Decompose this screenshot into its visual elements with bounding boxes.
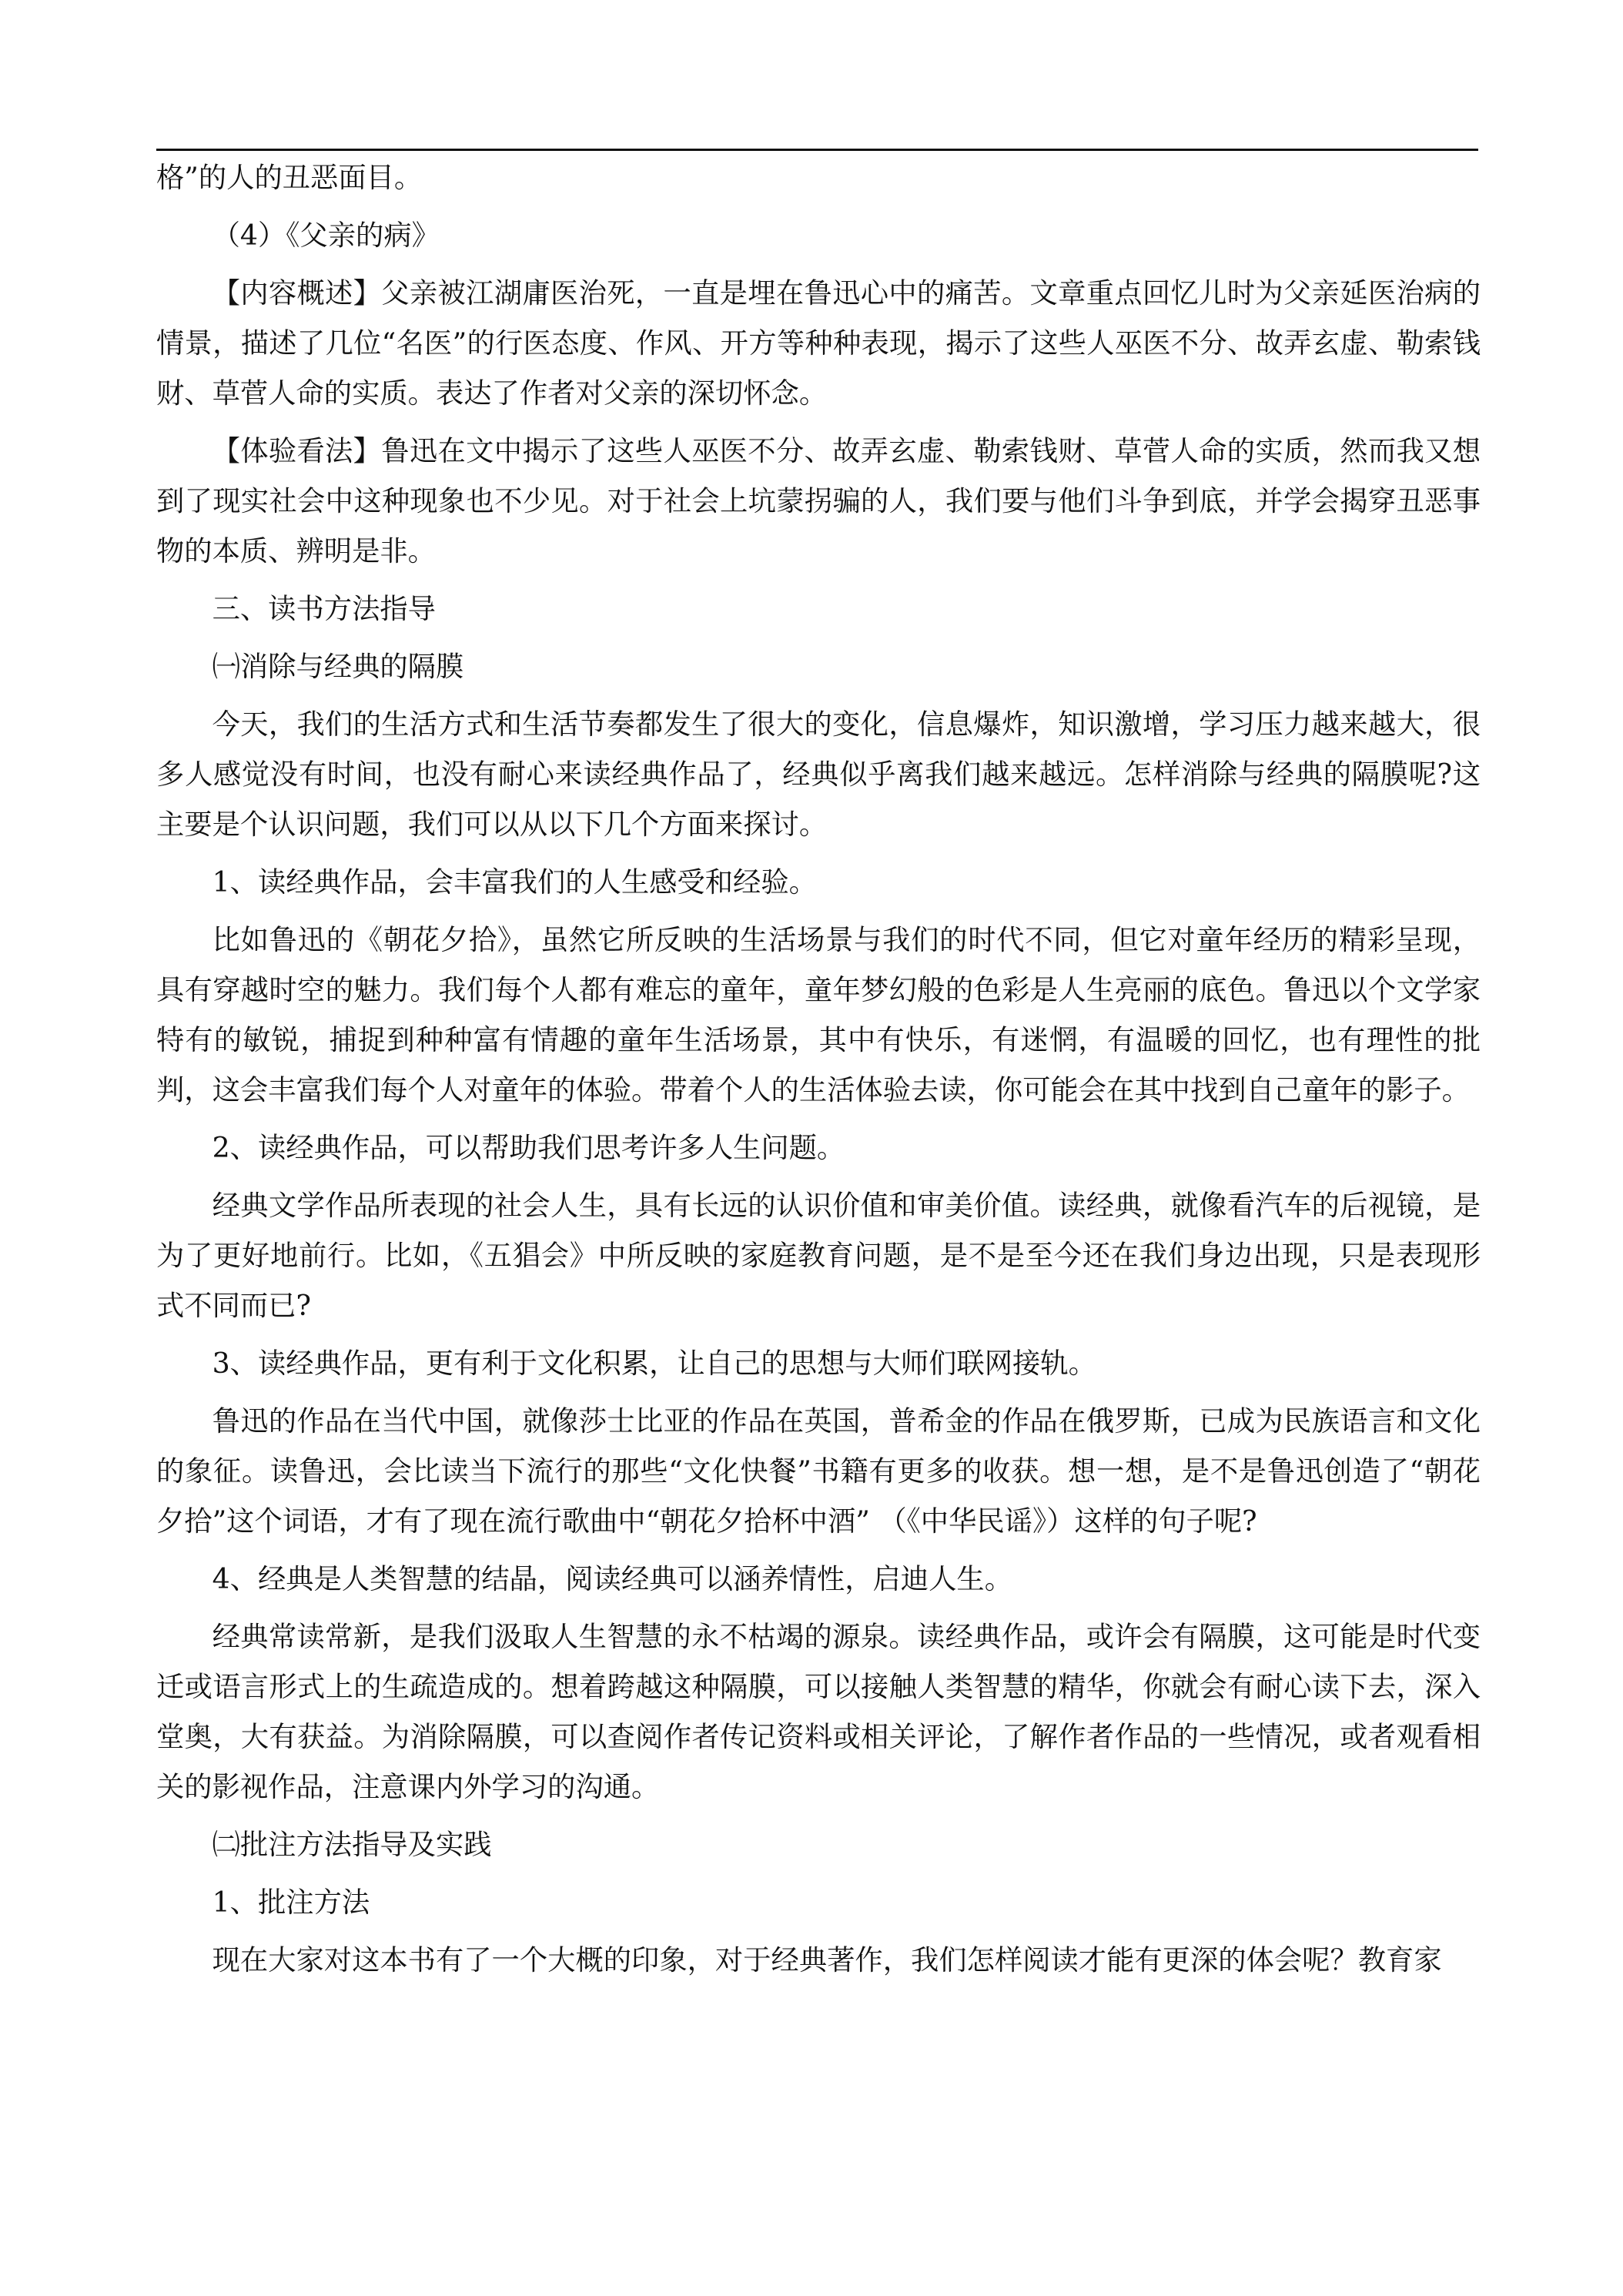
paragraph-point-3: 鲁迅的作品在当代中国，就像莎士比亚的作品在英国，普希金的作品在俄罗斯，已成为民族语言和文化的象征。读鲁迅，会比读当下流行的那些“文化快餐”书籍有更多的收获。想一想，是不是鲁迅创造了“朝花夕拾”这个词语，才有了现在流行歌曲中“朝花夕拾杯中酒” （《中华民谣》）这样的句子呢? bbox=[156, 1404, 1481, 1538]
paragraph-point-2: 经典文学作品所表现的社会人生，具有长远的认识价值和审美价值。读经典，就像看汽车的后视镜，是为了更好地前行。比如，《五猖会》中所反映的家庭教育问题，是不是至今还在我们身边出现，只是表现形式不同而已? bbox=[156, 1189, 1481, 1322]
paragraph-point-1: 比如鲁迅的《朝花夕拾》，虽然它所反映的生活场景与我们的时代不同，但它对童年经历的精彩呈现，具有穿越时空的魅力。我们每个人都有难忘的童年，童年梦幻般的色彩是人生亮丽的底色。鲁迅以个文学家特有的敏锐，捕捉到种种富有情趣的童年生活场景，其中有快乐，有迷惘，有温暖的回忆，也有理性的批判，这会丰富我们每个人对童年的体验。带着个人的生活体验去读，你可能会在其中找到自己童年的影子。 bbox=[156, 923, 1481, 1106]
paragraph-experience-view: 【体验看法】鲁迅在文中揭示了这些人巫医不分、故弄玄虚、勒索钱财、草菅人命的实质，然而我又想到了现实社会中这种现象也不少见。对于社会上坑蒙拐骗的人，我们要与他们斗争到底，并学会揭穿丑恶事物的本质、辨明是非。 bbox=[156, 434, 1481, 567]
point-heading-4: 4、经典是人类智慧的结晶，阅读经典可以涵养情性，启迪人生。 bbox=[212, 1562, 1012, 1595]
document-body bbox=[156, 152, 1481, 1985]
subsection-heading-remove-barrier: ㈠消除与经典的隔膜 bbox=[212, 650, 464, 683]
section-heading-reading-method: 三、读书方法指导 bbox=[212, 592, 436, 625]
paragraph-continuation: 格”的人的丑恶面目。 bbox=[156, 161, 423, 194]
point-heading-2: 2、读经典作品，可以帮助我们思考许多人生问题。 bbox=[212, 1131, 845, 1164]
point-heading-3: 3、读经典作品，更有利于文化积累，让自己的思想与大师们联网接轨。 bbox=[212, 1347, 1096, 1380]
header-rule bbox=[156, 149, 1478, 151]
paragraph-point-4: 经典常读常新，是我们汲取人生智慧的永不枯竭的源泉。读经典作品，或许会有隔膜，这可能是时代变迁或语言形式上的生疏造成的。想着跨越这种隔膜，可以接触人类智慧的精华，你就会有耐心读下去，深入堂奥，大有获益。为消除隔膜，可以查阅作者传记资料或相关评论，了解作者作品的一些情况，或者观看相关的影视作品，注意课内外学习的沟通。 bbox=[156, 1620, 1481, 1803]
paragraph-annotation-intro: 现在大家对这本书有了一个大概的印象，对于经典著作，我们怎样阅读才能有更深的体会呢？教育家 bbox=[212, 1943, 1442, 1976]
paragraph-intro-classics: 今天，我们的生活方式和生活节奏都发生了很大的变化，信息爆炸，知识激增，学习压力越来越大，很多人感觉没有时间，也没有耐心来读经典作品了，经典似乎离我们越来越远。怎样消除与经典的隔膜呢?这主要是个认识问题，我们可以从以下几个方面来探讨。 bbox=[156, 708, 1481, 841]
section-heading-fathers-illness: （4）《父亲的病》 bbox=[212, 219, 440, 252]
point-heading-1: 1、读经典作品，会丰富我们的人生感受和经验。 bbox=[212, 865, 817, 899]
subsection-heading-annotation: ㈡批注方法指导及实践 bbox=[212, 1828, 492, 1861]
point-heading-annotation-method: 1、批注方法 bbox=[212, 1886, 370, 1919]
paragraph-content-summary: 【内容概述】父亲被江湖庸医治死，一直是埋在鲁迅心中的痛苦。文章重点回忆儿时为父亲延医治病的情景，描述了几位“名医”的行医态度、作风、开方等种种表现，揭示了这些人巫医不分、故弄玄虚、勒索钱财、草菅人命的实质。表达了作者对父亲的深切怀念。 bbox=[156, 276, 1481, 410]
